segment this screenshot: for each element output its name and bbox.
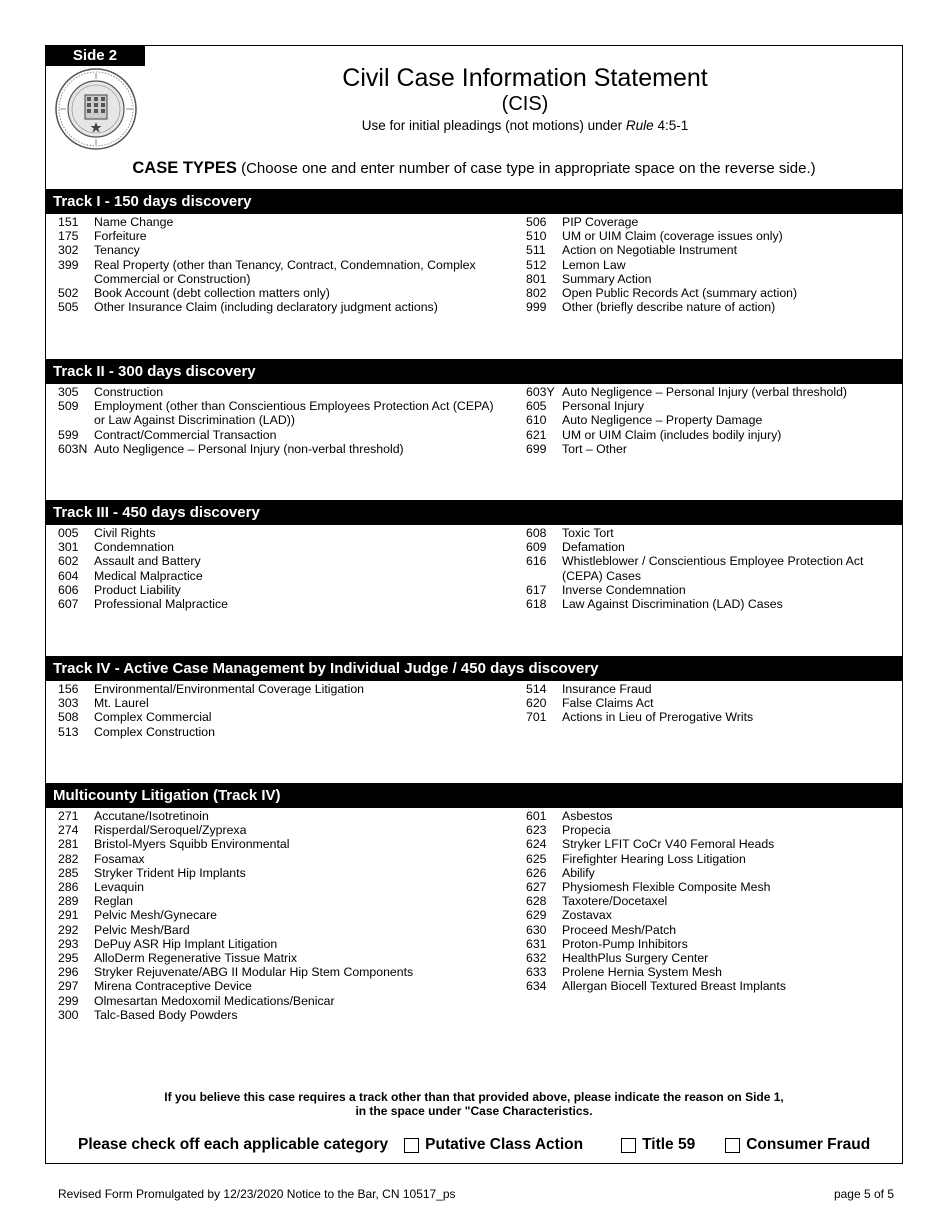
case-type-code: 282 xyxy=(58,851,79,866)
track-note xyxy=(45,1090,903,1118)
form-title: Civil Case Information Statement xyxy=(342,64,708,92)
case-type-item xyxy=(58,837,498,851)
case-type-code: 633 xyxy=(526,965,547,980)
case-type-item xyxy=(58,399,498,427)
multicounty-left-list xyxy=(58,809,498,1022)
case-type-item xyxy=(526,923,871,937)
section-header-track-4: Track IV - Active Case Management by Individual Judge / 450 days discovery xyxy=(45,656,903,681)
case-type-description: Condemnation xyxy=(94,540,174,555)
case-type-code: 999 xyxy=(526,300,547,315)
case-type-description: Construction xyxy=(94,385,164,399)
case-type-description: Reglan xyxy=(94,894,133,909)
case-type-code: 302 xyxy=(58,243,79,258)
case-type-code: 005 xyxy=(58,526,79,540)
category-checkbox-label: Please check off each applicable category xyxy=(78,1136,389,1153)
case-type-item xyxy=(58,540,498,554)
case-type-code: 299 xyxy=(58,993,79,1008)
case-type-item xyxy=(526,866,871,880)
checkbox-box[interactable] xyxy=(404,1138,419,1153)
case-type-description: Auto Negligence – Personal Injury (verbal threshold) xyxy=(562,385,848,399)
case-type-description: Other (briefly describe nature of action) xyxy=(562,300,776,315)
case-type-code: 512 xyxy=(526,257,547,272)
case-type-item xyxy=(58,710,498,724)
case-type-description: Tenancy xyxy=(94,243,140,258)
case-type-code: 625 xyxy=(526,851,547,866)
case-type-item xyxy=(58,597,498,611)
track-4-left-list xyxy=(58,682,498,739)
case-type-code: 285 xyxy=(58,865,79,880)
case-type-description: Proton-Pump Inhibitors xyxy=(562,936,688,951)
case-type-item xyxy=(58,894,498,908)
case-type-item xyxy=(526,526,871,540)
case-type-item xyxy=(526,243,871,257)
case-type-code: 601 xyxy=(526,809,547,823)
case-type-description: Lemon Law xyxy=(562,257,626,272)
case-type-description: Propecia xyxy=(562,823,611,838)
case-type-item xyxy=(526,554,871,582)
case-type-item xyxy=(58,1008,498,1022)
case-type-description: Fosamax xyxy=(94,851,145,866)
track-note-line-2: in the space under "Case Characteristics. xyxy=(355,1104,593,1118)
case-type-item xyxy=(526,908,871,922)
case-type-item xyxy=(526,399,871,413)
case-type-description: Stryker Rejuvenate/ABG II Modular Hip Stem Components xyxy=(94,965,414,980)
case-type-item xyxy=(526,583,871,597)
case-type-code: 632 xyxy=(526,951,547,966)
case-type-item xyxy=(58,994,498,1008)
case-type-item xyxy=(58,300,498,314)
case-type-item xyxy=(58,852,498,866)
case-type-code: 602 xyxy=(58,554,79,569)
case-type-item xyxy=(526,837,871,851)
case-type-item xyxy=(58,286,498,300)
case-type-code: 286 xyxy=(58,880,79,895)
case-type-code: 626 xyxy=(526,865,547,880)
case-type-code: 802 xyxy=(526,286,547,301)
case-type-code: 634 xyxy=(526,979,547,994)
case-type-description: Contract/Commercial Transaction xyxy=(94,427,277,442)
case-type-code: 603N xyxy=(58,441,88,456)
case-type-description: Levaquin xyxy=(94,880,144,895)
case-type-description: Complex Construction xyxy=(94,724,215,739)
case-type-description: Firefighter Hearing Loss Litigation xyxy=(562,851,746,866)
case-type-code: 514 xyxy=(526,682,547,696)
case-type-code: 156 xyxy=(58,682,79,696)
case-type-description: Bristol-Myers Squibb Environmental xyxy=(94,837,290,852)
case-type-code: 629 xyxy=(526,908,547,923)
case-type-description: Assault and Battery xyxy=(94,554,201,569)
case-type-description: Other Insurance Claim (including declaratory judgment actions) xyxy=(94,300,438,315)
case-type-item xyxy=(526,428,871,442)
case-type-code: 628 xyxy=(526,894,547,909)
footer-revision: Revised Form Promulgated by 12/23/2020 Notice to the Bar, CN 10517_ps xyxy=(58,1187,456,1201)
case-type-description: Environmental/Environmental Coverage Litigation xyxy=(94,682,364,696)
case-type-code: 296 xyxy=(58,965,79,980)
case-type-item xyxy=(526,540,871,554)
case-type-item xyxy=(526,300,871,314)
case-type-code: 617 xyxy=(526,582,547,597)
case-type-item xyxy=(526,597,871,611)
case-type-item xyxy=(526,823,871,837)
case-type-item xyxy=(58,951,498,965)
case-type-description: Risperdal/Seroquel/Zyprexa xyxy=(94,823,247,838)
case-type-description: Mirena Contraceptive Device xyxy=(94,979,252,994)
track-4-right-list xyxy=(526,682,871,725)
case-type-description: Forfeiture xyxy=(94,229,147,244)
case-type-description: Zostavax xyxy=(562,908,612,923)
case-type-description: Mt. Laurel xyxy=(94,696,149,711)
case-type-code: 510 xyxy=(526,229,547,244)
case-type-code: 175 xyxy=(58,229,79,244)
case-type-item xyxy=(526,258,871,272)
case-type-item xyxy=(58,385,498,399)
case-type-item xyxy=(58,923,498,937)
category-checkboxes xyxy=(78,1136,870,1154)
case-type-description: HealthPlus Surgery Center xyxy=(562,951,709,966)
case-type-description: Real Property (other than Tenancy, Contract, Condemnation, Complex Commercial or Construction) xyxy=(94,257,476,286)
case-type-item xyxy=(58,442,498,456)
case-type-code: 631 xyxy=(526,936,547,951)
case-type-code: 271 xyxy=(58,809,79,823)
case-type-item xyxy=(526,229,871,243)
case-type-item xyxy=(526,979,871,993)
case-type-code: 281 xyxy=(58,837,79,852)
case-type-code: 508 xyxy=(58,710,79,725)
case-type-description: Inverse Condemnation xyxy=(562,582,686,597)
case-type-item xyxy=(58,866,498,880)
case-type-item xyxy=(526,894,871,908)
case-type-description: Prolene Hernia System Mesh xyxy=(562,965,722,980)
case-type-description: Name Change xyxy=(94,215,174,229)
case-type-code: 618 xyxy=(526,597,547,612)
case-type-description: Taxotere/Docetaxel xyxy=(562,894,668,909)
case-type-item xyxy=(58,569,498,583)
case-type-description: Book Account (debt collection matters only) xyxy=(94,286,330,301)
track-3-right-list xyxy=(526,526,871,611)
case-type-code: 607 xyxy=(58,597,79,612)
case-type-code: 624 xyxy=(526,837,547,852)
side-tag: Side 2 xyxy=(45,45,145,66)
case-type-item xyxy=(526,385,871,399)
track-2-left-list xyxy=(58,385,498,456)
case-type-description: Action on Negotiable Instrument xyxy=(562,243,737,258)
case-type-description: Insurance Fraud xyxy=(562,682,652,696)
case-type-item xyxy=(526,710,871,724)
section-header-track-1: Track I - 150 days discovery xyxy=(45,189,903,214)
case-type-code: 399 xyxy=(58,257,79,272)
case-type-code: 606 xyxy=(58,582,79,597)
case-type-item xyxy=(526,965,871,979)
case-type-description: Pelvic Mesh/Bard xyxy=(94,922,190,937)
case-type-code: 151 xyxy=(58,215,79,229)
case-type-description: AlloDerm Regenerative Tissue Matrix xyxy=(94,951,297,966)
case-type-item xyxy=(58,823,498,837)
case-type-code: 289 xyxy=(58,894,79,909)
case-type-item xyxy=(58,258,498,286)
multicounty-right-list xyxy=(526,809,871,994)
case-type-item xyxy=(58,554,498,568)
consumer-fraud-checkbox[interactable]: Consumer Fraud xyxy=(725,1136,870,1154)
case-type-code: 297 xyxy=(58,979,79,994)
case-type-description: Whistleblower / Conscientious Employee Protection Act (CEPA) Cases xyxy=(562,554,864,583)
track-1-right-list xyxy=(526,215,871,314)
case-type-item xyxy=(58,682,498,696)
case-type-description: Auto Negligence – Property Damage xyxy=(562,413,763,428)
case-type-code: 291 xyxy=(58,908,79,923)
case-type-description: Actions in Lieu of Prerogative Writs xyxy=(562,710,754,725)
case-type-description: Law Against Discrimination (LAD) Cases xyxy=(562,597,783,612)
case-type-code: 630 xyxy=(526,922,547,937)
case-type-description: Civil Rights xyxy=(94,526,156,540)
case-type-code: 300 xyxy=(58,1007,79,1022)
case-type-description: Pelvic Mesh/Gynecare xyxy=(94,908,218,923)
case-type-description: Abilify xyxy=(562,865,595,880)
putative-class-action-checkbox[interactable]: Putative Class Action xyxy=(404,1136,583,1154)
case-type-item xyxy=(58,965,498,979)
case-type-item xyxy=(526,951,871,965)
case-type-code: 509 xyxy=(58,399,79,414)
case-type-description: Stryker LFIT CoCr V40 Femoral Heads xyxy=(562,837,775,852)
case-type-item xyxy=(526,215,871,229)
track-1-left-list xyxy=(58,215,498,314)
case-type-code: 274 xyxy=(58,823,79,838)
case-type-description: Talc-Based Body Powders xyxy=(94,1007,238,1022)
case-type-description: Olmesartan Medoxomil Medications/Benicar xyxy=(94,993,335,1008)
case-type-code: 292 xyxy=(58,922,79,937)
case-type-item xyxy=(526,413,871,427)
case-type-code: 621 xyxy=(526,427,547,442)
case-type-description: Auto Negligence – Personal Injury (non-verbal threshold) xyxy=(94,441,404,456)
case-type-description: Asbestos xyxy=(562,809,613,823)
case-type-item xyxy=(58,243,498,257)
case-type-code: 701 xyxy=(526,710,547,725)
case-type-item xyxy=(58,526,498,540)
case-type-code: 301 xyxy=(58,540,79,555)
case-type-code: 599 xyxy=(58,427,79,442)
case-type-description: Personal Injury xyxy=(562,399,645,414)
title-59-checkbox[interactable]: Title 59 xyxy=(621,1136,695,1154)
case-type-description: Complex Commercial xyxy=(94,710,212,725)
case-type-description: Proceed Mesh/Patch xyxy=(562,922,677,937)
case-type-code: 603Y xyxy=(526,385,555,399)
case-type-description: Summary Action xyxy=(562,271,652,286)
case-type-description: Employment (other than Conscientious Employees Protection Act (CEPA) or Law Against Discrimination (LAD)) xyxy=(94,399,494,428)
case-type-description: UM or UIM Claim (coverage issues only) xyxy=(562,229,783,244)
case-type-item xyxy=(58,908,498,922)
case-type-item xyxy=(58,979,498,993)
case-type-item xyxy=(58,229,498,243)
track-3-left-list xyxy=(58,526,498,611)
section-header-track-3: Track III - 450 days discovery xyxy=(45,500,903,525)
case-type-item xyxy=(58,809,498,823)
case-type-item xyxy=(526,682,871,696)
checkbox-box[interactable] xyxy=(725,1138,740,1153)
case-type-code: 506 xyxy=(526,215,547,229)
case-type-item xyxy=(526,696,871,710)
case-type-code: 513 xyxy=(58,724,79,739)
case-type-code: 293 xyxy=(58,936,79,951)
case-type-code: 699 xyxy=(526,441,547,456)
case-type-item xyxy=(526,852,871,866)
case-type-description: Open Public Records Act (summary action) xyxy=(562,286,798,301)
case-type-description: Accutane/Isotretinoin xyxy=(94,809,209,823)
case-type-description: Medical Malpractice xyxy=(94,568,203,583)
case-types-heading: CASE TYPES (Choose one and enter number of case type in appropriate space on the reverse side.) xyxy=(132,159,816,177)
case-type-item xyxy=(526,442,871,456)
case-type-item xyxy=(58,937,498,951)
case-type-code: 616 xyxy=(526,554,547,569)
case-type-description: Stryker Trident Hip Implants xyxy=(94,865,246,880)
section-header-multicounty: Multicounty Litigation (Track IV) xyxy=(45,783,903,808)
case-type-description: PIP Coverage xyxy=(562,215,639,229)
case-type-code: 627 xyxy=(526,880,547,895)
case-type-code: 303 xyxy=(58,696,79,711)
section-header-track-2: Track II - 300 days discovery xyxy=(45,359,903,384)
case-type-code: 605 xyxy=(526,399,547,414)
case-type-description: Physiomesh Flexible Composite Mesh xyxy=(562,880,771,895)
case-type-description: Defamation xyxy=(562,540,625,555)
case-type-description: Allergan Biocell Textured Breast Implants xyxy=(562,979,786,994)
case-type-code: 604 xyxy=(58,568,79,583)
case-type-item xyxy=(526,286,871,300)
case-type-code: 608 xyxy=(526,526,547,540)
case-type-code: 623 xyxy=(526,823,547,838)
track-note-line-1: If you believe this case requires a track other than that provided above, please indicate the reason on Side 1, xyxy=(164,1090,784,1104)
case-type-item xyxy=(58,880,498,894)
form-subtitle: (CIS) xyxy=(501,93,549,115)
case-type-code: 610 xyxy=(526,413,547,428)
footer-page-number: page 5 of 5 xyxy=(833,1187,894,1201)
form-usage-line: Use for initial pleadings (not motions) under Rule 4:5-1 xyxy=(361,118,689,133)
case-type-code: 505 xyxy=(58,300,79,315)
case-type-description: Product Liability xyxy=(94,582,181,597)
case-type-description: False Claims Act xyxy=(562,696,654,711)
case-type-description: DePuy ASR Hip Implant Litigation xyxy=(94,936,278,951)
case-type-description: UM or UIM Claim (includes bodily injury) xyxy=(562,427,782,442)
case-type-item xyxy=(526,272,871,286)
case-type-item xyxy=(58,696,498,710)
case-type-code: 801 xyxy=(526,271,547,286)
case-type-code: 295 xyxy=(58,951,79,966)
track-2-right-list xyxy=(526,385,871,456)
checkbox-box[interactable] xyxy=(621,1138,636,1153)
case-type-code: 511 xyxy=(526,243,546,258)
case-type-code: 305 xyxy=(58,385,79,399)
case-type-item xyxy=(58,725,498,739)
case-type-description: Professional Malpractice xyxy=(94,597,228,612)
case-type-code: 620 xyxy=(526,696,547,711)
case-type-item xyxy=(58,583,498,597)
case-type-item xyxy=(526,809,871,823)
case-type-item xyxy=(58,428,498,442)
case-type-code: 502 xyxy=(58,286,79,301)
case-type-description: Tort – Other xyxy=(562,441,627,456)
case-type-item xyxy=(58,215,498,229)
case-type-item xyxy=(526,937,871,951)
case-type-code: 609 xyxy=(526,540,547,555)
case-type-item xyxy=(526,880,871,894)
case-type-description: Toxic Tort xyxy=(562,526,614,540)
